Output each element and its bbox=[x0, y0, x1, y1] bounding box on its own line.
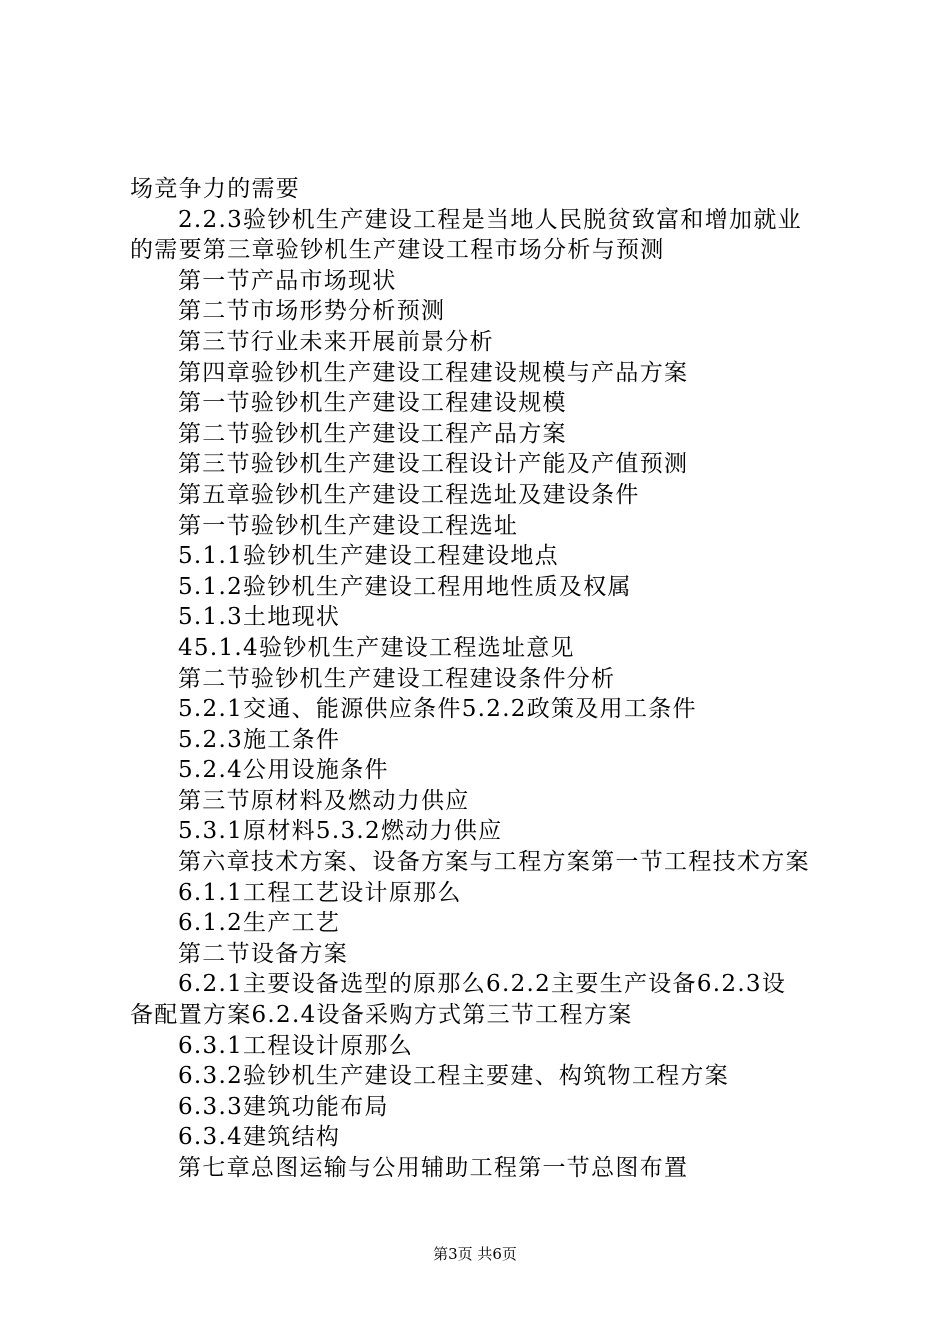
text-line: 第二节验钞机生产建设工程产品方案 bbox=[178, 420, 567, 447]
text-line: 第一节验钞机生产建设工程建设规模 bbox=[178, 390, 567, 417]
text-line: 第六章技术方案、设备方案与工程方案第一节工程技术方案 bbox=[178, 849, 810, 876]
text-line: 6.1.1工程工艺设计原那么 bbox=[178, 879, 462, 906]
text-line: 6.3.3建筑功能布局 bbox=[178, 1093, 389, 1120]
text-line: 备配置方案6.2.4设备采购方式第三节工程方案 bbox=[130, 1002, 633, 1029]
text-line: 6.3.2验钞机生产建设工程主要建、构筑物工程方案 bbox=[178, 1063, 730, 1090]
text-line: 6.3.4建筑结构 bbox=[178, 1124, 341, 1151]
text-line: 5.1.3土地现状 bbox=[178, 604, 341, 631]
text-line: 第四章验钞机生产建设工程建设规模与产品方案 bbox=[178, 359, 689, 386]
text-line: 5.2.1交通、能源供应条件5.2.2政策及用工条件 bbox=[178, 696, 697, 723]
page-footer: 第3页 共6页 bbox=[433, 1245, 517, 1263]
document-body bbox=[130, 174, 840, 1184]
text-line: 第三节行业未来开展前景分析 bbox=[178, 328, 494, 355]
text-line: 6.1.2生产工艺 bbox=[178, 910, 341, 937]
text-line: 第一节验钞机生产建设工程选址 bbox=[178, 512, 519, 539]
text-line: 第三节原材料及燃动力供应 bbox=[178, 787, 470, 814]
text-line: 5.2.3施工条件 bbox=[178, 726, 341, 753]
text-line: 第二节验钞机生产建设工程建设条件分析 bbox=[178, 665, 616, 692]
text-line: 第七章总图运输与公用辅助工程第一节总图布置 bbox=[178, 1155, 689, 1181]
text-line: 6.2.1主要设备选型的原那么6.2.2主要生产设备6.2.3设 bbox=[178, 971, 787, 998]
text-line: 第二节设备方案 bbox=[178, 940, 349, 967]
text-line: 45.1.4验钞机生产建设工程选址意见 bbox=[178, 634, 575, 661]
text-line: 第五章验钞机生产建设工程选址及建设条件 bbox=[178, 481, 640, 508]
text-line: 5.1.2验钞机生产建设工程用地性质及权属 bbox=[178, 573, 632, 600]
text-line: 第三节验钞机生产建设工程设计产能及产值预测 bbox=[178, 451, 689, 478]
text-line: 场竞争力的需要 bbox=[130, 176, 301, 202]
text-line: 6.3.1工程设计原那么 bbox=[178, 1032, 414, 1059]
text-line: 2.2.3验钞机生产建设工程是当地人民脱贫致富和增加就业 bbox=[178, 206, 802, 233]
text-line: 5.1.1验钞机生产建设工程建设地点 bbox=[178, 543, 559, 570]
text-line: 第二节市场形势分析预测 bbox=[178, 298, 446, 325]
text-line: 5.2.4公用设施条件 bbox=[178, 757, 389, 784]
text-line: 第一节产品市场现状 bbox=[178, 267, 397, 294]
text-line: 5.3.1原材料5.3.2燃动力供应 bbox=[178, 818, 503, 845]
text-line: 的需要第三章验钞机生产建设工程市场分析与预测 bbox=[130, 237, 665, 264]
